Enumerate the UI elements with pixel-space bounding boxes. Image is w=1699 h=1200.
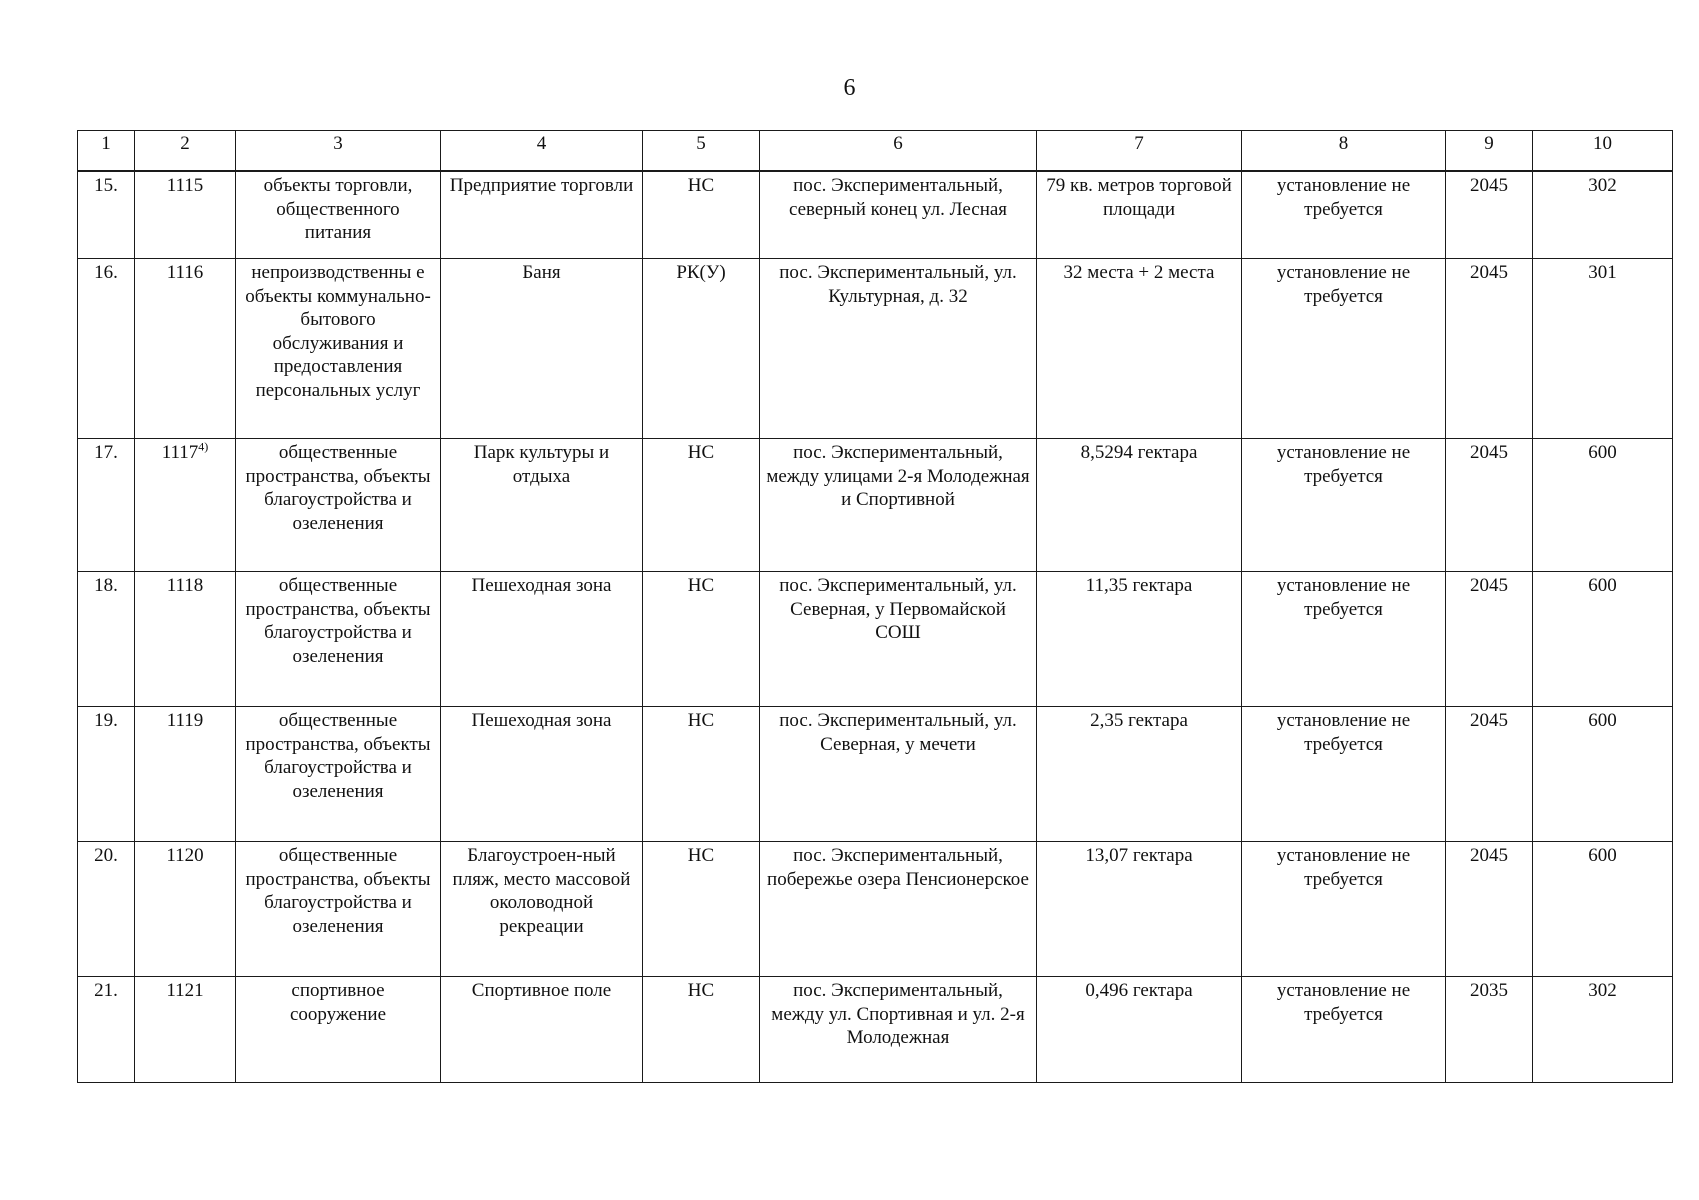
header-cell: 7: [1037, 131, 1242, 172]
header-cell: 2: [135, 131, 236, 172]
object-capacity: 32 места + 2 места: [1037, 259, 1242, 439]
row-number: 15.: [78, 171, 135, 259]
header-cell: 4: [441, 131, 643, 172]
header-cell: 3: [236, 131, 441, 172]
object-name: Благоустроен-ный пляж, место массовой околоводной рекреации: [441, 842, 643, 977]
object-capacity: 8,5294 гектара: [1037, 439, 1242, 572]
table-row: [78, 977, 1673, 1083]
header-cell: 8: [1242, 131, 1446, 172]
object-zone: установление не требуется: [1242, 171, 1446, 259]
object-capacity: 0,496 гектара: [1037, 977, 1242, 1083]
object-type: спортивное сооружение: [236, 977, 441, 1083]
object-location: пос. Экспериментальный, между ул. Спортивная и ул. 2-я Молодежная: [760, 977, 1037, 1083]
object-type: общественные пространства, объекты благоустройства и озеленения: [236, 707, 441, 842]
object-name: Пешеходная зона: [441, 572, 643, 707]
object-capacity: 11,35 гектара: [1037, 572, 1242, 707]
object-code: 1118: [135, 572, 236, 707]
row-number: 18.: [78, 572, 135, 707]
object-col10: 600: [1533, 842, 1673, 977]
table-row: [78, 707, 1673, 842]
header-cell: 1: [78, 131, 135, 172]
object-year: 2045: [1446, 707, 1533, 842]
object-year: 2035: [1446, 977, 1533, 1083]
table-row: [78, 171, 1673, 259]
object-type: объекты торговли, общественного питания: [236, 171, 441, 259]
object-code: 1117$^{4)}$: [135, 439, 236, 572]
object-name: Пешеходная зона: [441, 707, 643, 842]
object-status: НС: [643, 842, 760, 977]
row-number: 19.: [78, 707, 135, 842]
object-status: РК(У): [643, 259, 760, 439]
table-row: [78, 842, 1673, 977]
object-status: НС: [643, 977, 760, 1083]
table-row: [78, 439, 1673, 572]
object-year: 2045: [1446, 842, 1533, 977]
object-location: пос. Экспериментальный, побережье озера Пенсионерское: [760, 842, 1037, 977]
object-type: непроизводственны е объекты коммунально-бытового обслуживания и предоставления персональных услуг: [236, 259, 441, 439]
row-number: 21.: [78, 977, 135, 1083]
row-number: 16.: [78, 259, 135, 439]
header-row: [78, 131, 1673, 172]
objects-table: [77, 130, 1673, 1083]
object-name: Парк культуры и отдыха: [441, 439, 643, 572]
object-capacity: 13,07 гектара: [1037, 842, 1242, 977]
object-code: 1116: [135, 259, 236, 439]
object-name: Баня: [441, 259, 643, 439]
object-type: общественные пространства, объекты благоустройства и озеленения: [236, 439, 441, 572]
header-cell: 9: [1446, 131, 1533, 172]
object-col10: 301: [1533, 259, 1673, 439]
object-zone: установление не требуется: [1242, 439, 1446, 572]
object-code: 1121: [135, 977, 236, 1083]
object-status: НС: [643, 439, 760, 572]
object-location: пос. Экспериментальный, ул. Культурная, д. 32: [760, 259, 1037, 439]
page-number: 6: [843, 75, 856, 101]
table-row: [78, 572, 1673, 707]
object-col10: 302: [1533, 977, 1673, 1083]
object-type: общественные пространства, объекты благоустройства и озеленения: [236, 842, 441, 977]
object-year: 2045: [1446, 439, 1533, 572]
row-number: 20.: [78, 842, 135, 977]
object-status: НС: [643, 171, 760, 259]
object-capacity: 79 кв. метров торговой площади: [1037, 171, 1242, 259]
header-cell: 6: [760, 131, 1037, 172]
object-col10: 600: [1533, 572, 1673, 707]
object-location: пос. Экспериментальный, ул. Северная, у Первомайской СОШ: [760, 572, 1037, 707]
object-year: 2045: [1446, 572, 1533, 707]
object-code: 1119: [135, 707, 236, 842]
header-cell: 10: [1533, 131, 1673, 172]
object-col10: 302: [1533, 171, 1673, 259]
object-zone: установление не требуется: [1242, 842, 1446, 977]
object-status: НС: [643, 572, 760, 707]
object-col10: 600: [1533, 707, 1673, 842]
object-zone: установление не требуется: [1242, 259, 1446, 439]
object-name: Предприятие торговли: [441, 171, 643, 259]
object-code: 1120: [135, 842, 236, 977]
header-cell: 5: [643, 131, 760, 172]
object-status: НС: [643, 707, 760, 842]
object-location: пос. Экспериментальный, северный конец ул. Лесная: [760, 171, 1037, 259]
object-zone: установление не требуется: [1242, 707, 1446, 842]
row-number: 17.: [78, 439, 135, 572]
object-zone: установление не требуется: [1242, 977, 1446, 1083]
object-location: пос. Экспериментальный, между улицами 2-я Молодежная и Спортивной: [760, 439, 1037, 572]
object-zone: установление не требуется: [1242, 572, 1446, 707]
object-location: пос. Экспериментальный, ул. Северная, у мечети: [760, 707, 1037, 842]
object-col10: 600: [1533, 439, 1673, 572]
object-code: 1115: [135, 171, 236, 259]
object-type: общественные пространства, объекты благоустройства и озеленения: [236, 572, 441, 707]
object-year: 2045: [1446, 259, 1533, 439]
object-name: Спортивное поле: [441, 977, 643, 1083]
table-row: [78, 259, 1673, 439]
object-capacity: 2,35 гектара: [1037, 707, 1242, 842]
object-year: 2045: [1446, 171, 1533, 259]
